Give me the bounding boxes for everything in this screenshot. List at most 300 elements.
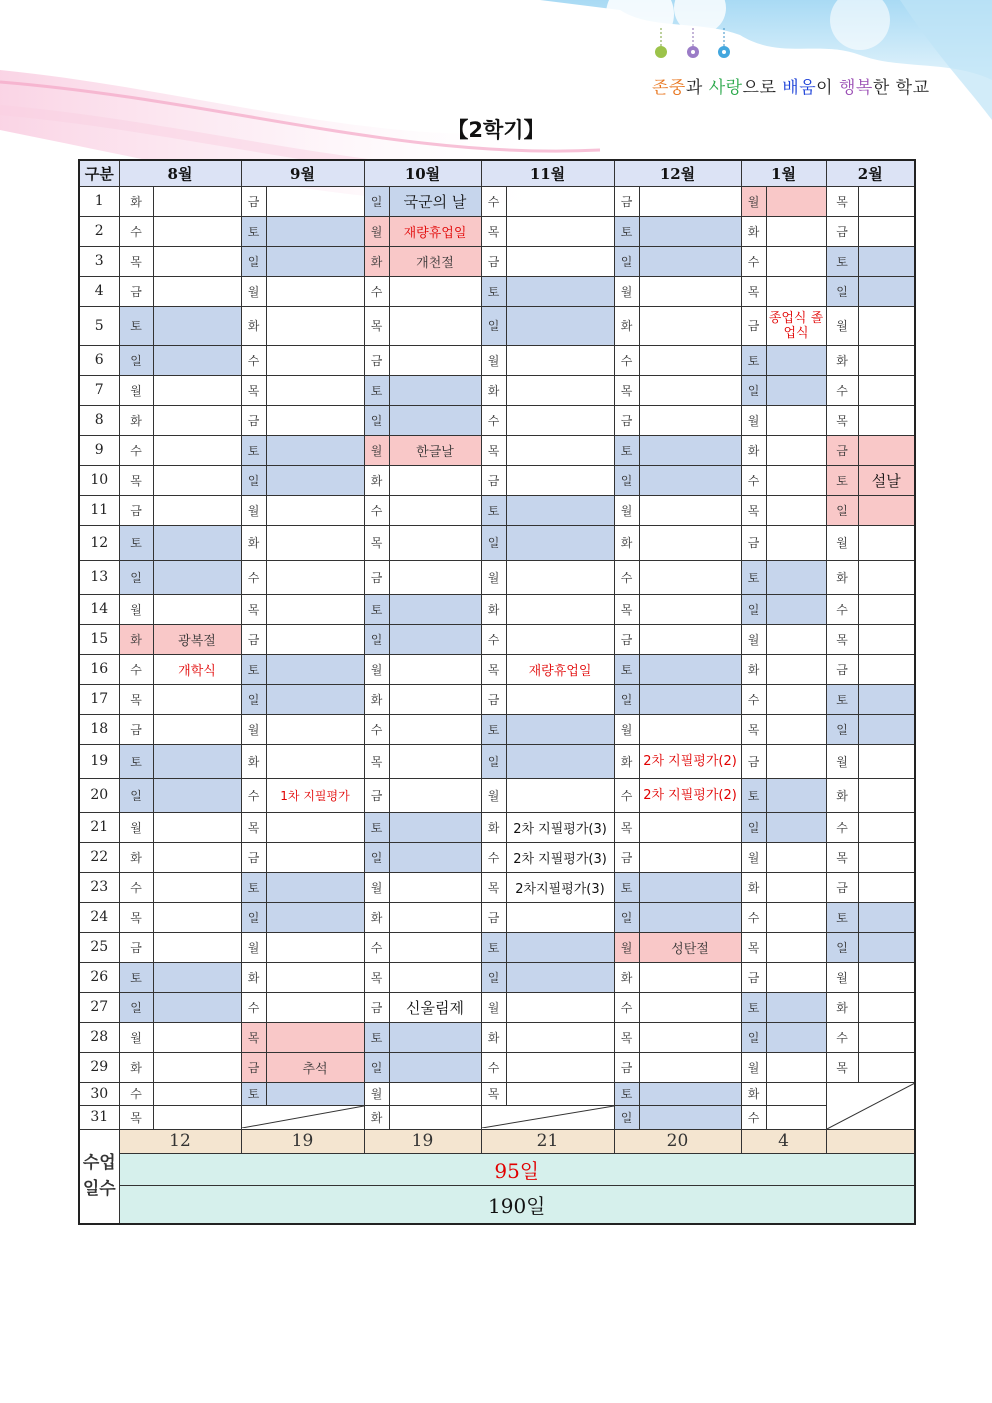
weekday-cell: 월: [364, 1082, 389, 1106]
weekday-cell: 토: [241, 435, 266, 465]
event-cell: [266, 902, 364, 932]
event-cell: [266, 276, 364, 306]
weekday-cell: 화: [826, 560, 858, 594]
event-cell: [506, 902, 614, 932]
weekday-cell: 일: [614, 465, 639, 495]
day-row: [79, 624, 915, 654]
event-cell: [766, 714, 826, 744]
day-row: [79, 375, 915, 405]
day-row: [79, 186, 915, 216]
event-cell: [858, 962, 915, 992]
semester-days-value: 95일: [119, 1153, 915, 1185]
weekday-cell: 월: [614, 714, 639, 744]
event-cell: [506, 778, 614, 812]
event-cell: [766, 812, 826, 842]
event-cell: [639, 812, 741, 842]
event-cell: [153, 375, 241, 405]
event-cell: [766, 962, 826, 992]
weekday-cell: 토: [481, 714, 506, 744]
event-cell: [506, 465, 614, 495]
motto-segment: 과: [685, 78, 709, 98]
event-cell: [153, 1082, 241, 1106]
weekday-cell: 일: [614, 902, 639, 932]
weekday-cell: 월: [826, 744, 858, 778]
weekday-cell: 토: [119, 306, 153, 345]
weekday-cell: 목: [826, 186, 858, 216]
weekday-cell: 토: [826, 684, 858, 714]
weekday-cell: 월: [364, 654, 389, 684]
event-cell: [766, 186, 826, 216]
day-row: [79, 992, 915, 1022]
event-cell: [153, 902, 241, 932]
event-cell: [766, 594, 826, 624]
weekday-cell: 토: [614, 872, 639, 902]
event-cell: [766, 495, 826, 525]
weekday-cell: 금: [614, 842, 639, 872]
event-cell: [858, 812, 915, 842]
month-total: [826, 1129, 915, 1153]
event-cell: [766, 216, 826, 246]
weekday-cell: 토: [364, 1022, 389, 1052]
weekday-cell: 수: [826, 375, 858, 405]
event-cell: [858, 778, 915, 812]
event-cell: [766, 744, 826, 778]
day-row: [79, 714, 915, 744]
event-cell: 재량휴업일: [389, 216, 481, 246]
event-cell: [858, 276, 915, 306]
weekday-cell: 토: [364, 594, 389, 624]
day-number: 9: [79, 435, 119, 465]
weekday-cell: 토: [741, 992, 766, 1022]
day-number: 4: [79, 276, 119, 306]
weekday-cell: 일: [364, 624, 389, 654]
weekday-cell: 목: [826, 1052, 858, 1082]
weekday-cell: 월: [364, 872, 389, 902]
event-cell: [639, 684, 741, 714]
day-row: [79, 435, 915, 465]
event-cell: [506, 1052, 614, 1082]
event-cell: [766, 525, 826, 560]
weekday-cell: 월: [481, 560, 506, 594]
school-motto: [652, 73, 930, 98]
event-cell: [153, 812, 241, 842]
weekday-cell: 토: [741, 345, 766, 375]
event-cell: [153, 1106, 241, 1130]
event-cell: [639, 1106, 741, 1130]
weekday-cell: 금: [241, 186, 266, 216]
event-cell: [766, 902, 826, 932]
weekday-cell: 월: [241, 276, 266, 306]
weekday-cell: 월: [614, 495, 639, 525]
weekday-cell: 목: [241, 375, 266, 405]
weekday-cell: 목: [364, 962, 389, 992]
weekday-cell: 일: [364, 842, 389, 872]
weekday-cell: 월: [481, 778, 506, 812]
event-cell: [858, 345, 915, 375]
day-number: 29: [79, 1052, 119, 1082]
weekday-cell: 목: [481, 435, 506, 465]
event-cell: [266, 594, 364, 624]
event-cell: [389, 872, 481, 902]
weekday-cell: 일: [119, 778, 153, 812]
event-cell: [766, 842, 826, 872]
weekday-cell: 일: [614, 246, 639, 276]
event-cell: [858, 405, 915, 435]
weekday-cell: 화: [481, 812, 506, 842]
weekday-cell: 화: [364, 1106, 389, 1130]
event-cell: [506, 992, 614, 1022]
event-cell: [389, 744, 481, 778]
year-days-value: 190일: [119, 1185, 915, 1224]
weekday-cell: 금: [119, 495, 153, 525]
weekday-cell: 금: [614, 186, 639, 216]
event-cell: [639, 306, 741, 345]
weekday-cell: 금: [364, 345, 389, 375]
event-cell: [266, 1022, 364, 1052]
event-cell: [389, 714, 481, 744]
event-cell: [389, 1052, 481, 1082]
weekday-cell: 화: [364, 902, 389, 932]
event-cell: 1차 지필평가: [266, 778, 364, 812]
weekday-cell: 목: [481, 872, 506, 902]
weekday-cell: 수: [481, 405, 506, 435]
day-number: 20: [79, 778, 119, 812]
weekday-cell: 목: [481, 1082, 506, 1106]
summary-label: [79, 1129, 119, 1224]
event-cell: [858, 654, 915, 684]
motto-segment: 사랑: [708, 78, 743, 98]
weekday-cell: 월: [614, 276, 639, 306]
day-row: [79, 744, 915, 778]
event-cell: [389, 902, 481, 932]
event-cell: [506, 306, 614, 345]
event-cell: [506, 216, 614, 246]
event-cell: 광복절: [153, 624, 241, 654]
weekday-cell: 수: [119, 654, 153, 684]
event-cell: [639, 1082, 741, 1106]
totals-row: [79, 1129, 915, 1153]
weekday-cell: 금: [119, 714, 153, 744]
event-cell: 개학식: [153, 654, 241, 684]
event-cell: [389, 778, 481, 812]
weekday-cell: 금: [741, 744, 766, 778]
event-cell: [266, 345, 364, 375]
empty-cell-diagonal: [241, 1106, 364, 1130]
summary-label-top: 수업: [82, 1153, 116, 1174]
event-cell: [506, 1082, 614, 1106]
event-cell: [266, 624, 364, 654]
event-cell: [153, 276, 241, 306]
weekday-cell: 목: [741, 932, 766, 962]
event-cell: [639, 186, 741, 216]
event-cell: 2차지필평가(3): [506, 872, 614, 902]
weekday-cell: 화: [741, 872, 766, 902]
event-cell: [766, 405, 826, 435]
event-cell: [766, 1082, 826, 1106]
event-cell: [153, 405, 241, 435]
day-number: 5: [79, 306, 119, 345]
weekday-cell: 일: [481, 962, 506, 992]
event-cell: [858, 594, 915, 624]
diagonal-line: [827, 1083, 915, 1129]
weekday-cell: 토: [241, 216, 266, 246]
weekday-cell: 월: [119, 375, 153, 405]
weekday-cell: 금: [481, 902, 506, 932]
weekday-cell: 화: [241, 525, 266, 560]
event-cell: [766, 560, 826, 594]
motto-segment: 존중: [652, 78, 686, 98]
weekday-cell: 수: [614, 345, 639, 375]
day-number: 18: [79, 714, 119, 744]
event-cell: [389, 962, 481, 992]
event-cell: [639, 594, 741, 624]
event-cell: [389, 1082, 481, 1106]
event-cell: [858, 902, 915, 932]
weekday-cell: 수: [614, 992, 639, 1022]
year-days-row: [79, 1185, 915, 1224]
day-row: [79, 902, 915, 932]
event-cell: [389, 405, 481, 435]
event-cell: 2차 지필평가(3): [506, 842, 614, 872]
event-cell: [858, 525, 915, 560]
event-cell: [639, 525, 741, 560]
event-cell: [858, 992, 915, 1022]
weekday-cell: 수: [826, 594, 858, 624]
event-cell: [858, 624, 915, 654]
event-cell: [506, 246, 614, 276]
weekday-cell: 토: [241, 1082, 266, 1106]
weekday-cell: 수: [119, 435, 153, 465]
weekday-cell: 월: [241, 932, 266, 962]
weekday-cell: 수: [364, 932, 389, 962]
weekday-cell: 목: [241, 594, 266, 624]
day-row: [79, 812, 915, 842]
weekday-cell: 목: [826, 624, 858, 654]
event-cell: [266, 654, 364, 684]
weekday-cell: 월: [741, 186, 766, 216]
event-cell: [389, 842, 481, 872]
event-cell: [858, 495, 915, 525]
event-cell: [153, 186, 241, 216]
weekday-cell: 토: [241, 654, 266, 684]
event-cell: [766, 624, 826, 654]
day-number: 27: [79, 992, 119, 1022]
weekday-cell: 목: [119, 246, 153, 276]
event-cell: [858, 842, 915, 872]
event-cell: [266, 216, 364, 246]
event-cell: [766, 992, 826, 1022]
weekday-cell: 월: [741, 405, 766, 435]
weekday-cell: 금: [481, 684, 506, 714]
event-cell: [506, 435, 614, 465]
event-cell: [266, 744, 364, 778]
weekday-cell: 금: [826, 435, 858, 465]
weekday-cell: 금: [614, 1052, 639, 1082]
day-number: 28: [79, 1022, 119, 1052]
weekday-cell: 수: [741, 246, 766, 276]
event-cell: [266, 525, 364, 560]
day-row: [79, 962, 915, 992]
event-cell: [153, 1022, 241, 1052]
event-cell: [153, 872, 241, 902]
event-cell: [266, 714, 364, 744]
event-cell: 신울림제: [389, 992, 481, 1022]
weekday-cell: 월: [241, 495, 266, 525]
event-cell: 설날: [858, 465, 915, 495]
weekday-cell: 일: [741, 375, 766, 405]
weekday-cell: 목: [119, 902, 153, 932]
event-cell: [153, 714, 241, 744]
weekday-cell: 수: [826, 1022, 858, 1052]
event-cell: [506, 525, 614, 560]
event-cell: [506, 744, 614, 778]
weekday-cell: 화: [826, 345, 858, 375]
weekday-cell: 금: [241, 842, 266, 872]
event-cell: [389, 684, 481, 714]
weekday-cell: 토: [119, 525, 153, 560]
weekday-cell: 목: [119, 684, 153, 714]
weekday-cell: 화: [481, 1022, 506, 1052]
weekday-cell: 월: [364, 216, 389, 246]
event-cell: [389, 495, 481, 525]
semester-calendar-table: [78, 159, 916, 1225]
event-cell: [766, 276, 826, 306]
event-cell: [766, 872, 826, 902]
event-cell: [766, 1052, 826, 1082]
empty-cell-diagonal: [826, 1082, 915, 1129]
day-row: [79, 345, 915, 375]
event-cell: [639, 872, 741, 902]
day-number: 11: [79, 495, 119, 525]
event-cell: 한글날: [389, 435, 481, 465]
weekday-cell: 일: [119, 560, 153, 594]
event-cell: [858, 744, 915, 778]
event-cell: [389, 812, 481, 842]
month-total: 21: [481, 1129, 614, 1153]
event-cell: [389, 306, 481, 345]
weekday-cell: 목: [826, 405, 858, 435]
event-cell: [858, 1022, 915, 1052]
weekday-cell: 토: [614, 1082, 639, 1106]
day-number: 10: [79, 465, 119, 495]
weekday-cell: 일: [614, 1106, 639, 1130]
event-cell: [153, 842, 241, 872]
weekday-cell: 화: [614, 306, 639, 345]
day-row: [79, 684, 915, 714]
day-row: [79, 594, 915, 624]
weekday-cell: 수: [119, 216, 153, 246]
day-row: [79, 1082, 915, 1106]
event-cell: [266, 932, 364, 962]
weekday-cell: 목: [614, 594, 639, 624]
event-cell: [266, 405, 364, 435]
weekday-cell: 일: [241, 465, 266, 495]
event-cell: [153, 992, 241, 1022]
event-cell: [858, 216, 915, 246]
event-cell: [766, 375, 826, 405]
day-number: 23: [79, 872, 119, 902]
weekday-cell: 화: [241, 306, 266, 345]
day-number: 24: [79, 902, 119, 932]
weekday-cell: 일: [241, 246, 266, 276]
weekday-cell: 화: [364, 246, 389, 276]
weekday-cell: 일: [481, 525, 506, 560]
weekday-cell: 금: [241, 624, 266, 654]
weekday-cell: 일: [241, 902, 266, 932]
weekday-cell: 금: [241, 1052, 266, 1082]
day-row: [79, 560, 915, 594]
day-number: 3: [79, 246, 119, 276]
month-total: 20: [614, 1129, 741, 1153]
weekday-cell: 금: [826, 872, 858, 902]
day-row: [79, 654, 915, 684]
weekday-cell: 수: [741, 902, 766, 932]
weekday-cell: 월: [481, 992, 506, 1022]
event-cell: [153, 932, 241, 962]
day-number: 2: [79, 216, 119, 246]
event-cell: 국군의 날: [389, 186, 481, 216]
day-row: [79, 465, 915, 495]
weekday-cell: 수: [741, 1106, 766, 1130]
event-cell: 2차 지필평가(3): [506, 812, 614, 842]
day-number: 12: [79, 525, 119, 560]
weekday-cell: 화: [119, 624, 153, 654]
weekday-cell: 토: [614, 654, 639, 684]
weekday-cell: 토: [119, 962, 153, 992]
event-cell: [506, 186, 614, 216]
month-header: 2월: [826, 160, 915, 186]
event-cell: [639, 495, 741, 525]
event-cell: [506, 1022, 614, 1052]
weekday-cell: 금: [826, 216, 858, 246]
day-row: [79, 246, 915, 276]
day-row: [79, 778, 915, 812]
weekday-cell: 토: [826, 246, 858, 276]
event-cell: [858, 684, 915, 714]
weekday-cell: 화: [119, 186, 153, 216]
event-cell: [389, 1106, 481, 1130]
motto-segment: 한 학교: [872, 78, 930, 98]
weekday-cell: 화: [741, 654, 766, 684]
day-number: 25: [79, 932, 119, 962]
weekday-cell: 일: [741, 812, 766, 842]
event-cell: [506, 495, 614, 525]
weekday-cell: 토: [826, 465, 858, 495]
weekday-cell: 월: [119, 1022, 153, 1052]
weekday-cell: 금: [741, 306, 766, 345]
weekday-cell: 금: [481, 246, 506, 276]
event-cell: [153, 778, 241, 812]
event-cell: [506, 276, 614, 306]
day-number: 7: [79, 375, 119, 405]
day-number: 13: [79, 560, 119, 594]
weekday-cell: 화: [364, 684, 389, 714]
event-cell: [639, 1022, 741, 1052]
event-cell: [389, 594, 481, 624]
hanging-dots-decoration: [650, 28, 740, 68]
motto-segment: 행복: [838, 78, 873, 98]
weekday-cell: 화: [741, 435, 766, 465]
event-cell: [506, 560, 614, 594]
weekday-cell: 금: [614, 405, 639, 435]
weekday-cell: 수: [481, 842, 506, 872]
weekday-cell: 화: [614, 525, 639, 560]
weekday-cell: 금: [364, 560, 389, 594]
event-cell: [766, 246, 826, 276]
weekday-cell: 월: [826, 306, 858, 345]
weekday-cell: 월: [741, 624, 766, 654]
event-cell: [266, 1082, 364, 1106]
